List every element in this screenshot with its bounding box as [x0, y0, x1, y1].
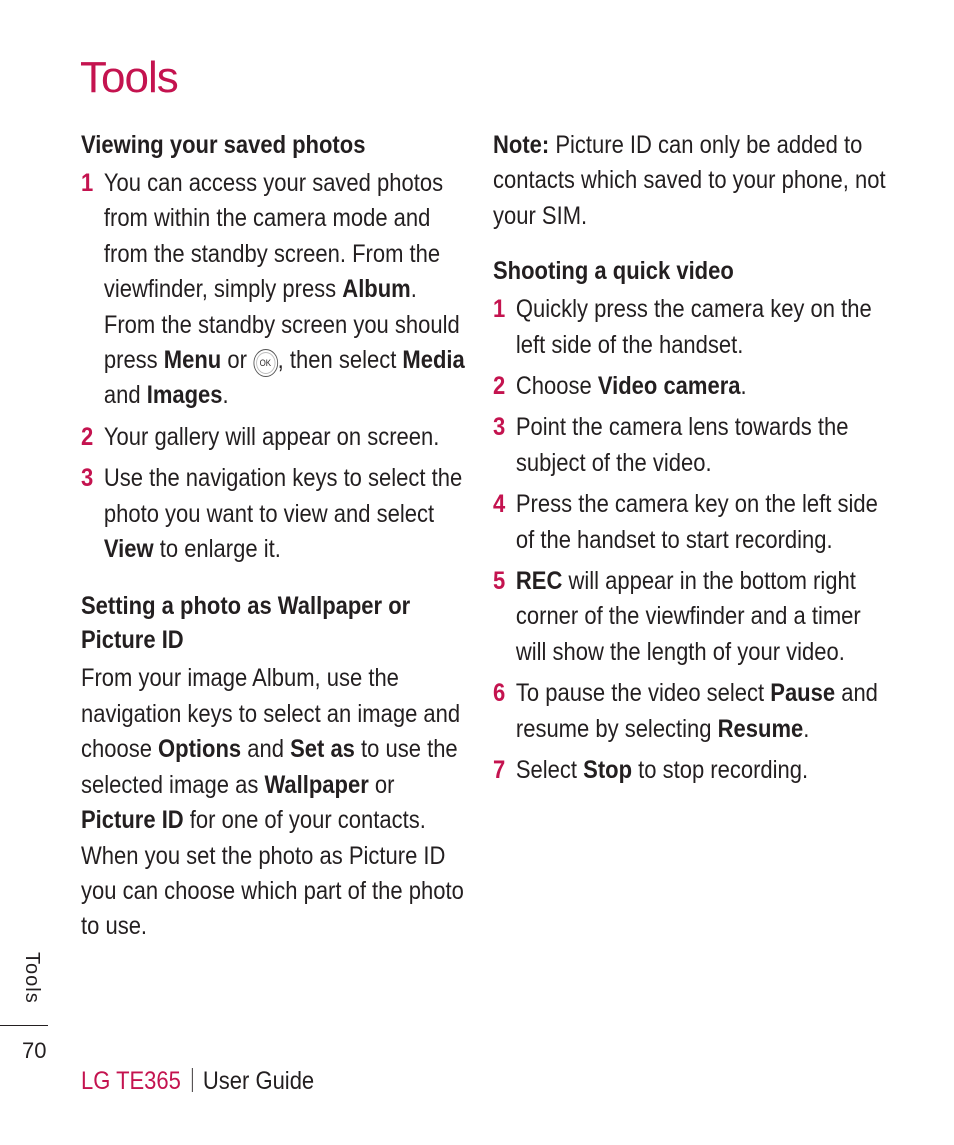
list-item: 5 REC will appear in the bottom right corner of the viewfinder and a timer will show the length of your video.: [493, 564, 894, 670]
step-number: 5: [493, 567, 506, 596]
step-number: 4: [493, 490, 506, 519]
step-number: 6: [493, 679, 506, 708]
right-column: [493, 128, 893, 795]
side-divider: [0, 1025, 48, 1026]
menu-term-set-as: Set as: [290, 735, 355, 764]
section-heading-viewing-photos: Viewing your saved photos: [81, 131, 366, 159]
side-section-label: Tools: [21, 952, 43, 1004]
ok-key-icon: OK: [253, 349, 278, 377]
menu-term-stop: Stop: [583, 756, 633, 785]
step-number: 3: [493, 413, 506, 442]
list-item: 2 Choose Video camera.: [493, 369, 894, 404]
step-number: 2: [81, 422, 94, 451]
footer-separator: [191, 1068, 192, 1092]
menu-term-video-camera: Video camera: [597, 372, 741, 401]
menu-term-images: Images: [146, 381, 223, 410]
menu-term-menu: Menu: [163, 346, 222, 375]
section-heading-wallpaper: Setting a photo as Wallpaper or Picture ID: [81, 592, 411, 655]
note-label: Note:: [493, 131, 550, 159]
menu-term-pause: Pause: [770, 679, 836, 708]
list-item: 2 Your gallery will appear on screen.: [81, 420, 472, 455]
step-number: 7: [493, 756, 506, 785]
menu-term-options: Options: [158, 735, 242, 764]
list-item: 4 Press the camera key on the left side of the handset to start recording.: [493, 487, 894, 558]
section-heading-quick-video: Shooting a quick video: [493, 257, 734, 286]
menu-term-resume: Resume: [717, 714, 804, 743]
step-number: 3: [81, 464, 94, 493]
list-item: 1 You can access your saved photos from within the camera mode and from the standby screen. From the viewfinder, simply press Album. From the standby screen you should press Menu or OK , then select Media and Images.: [81, 166, 472, 414]
step-number: 1: [493, 295, 506, 324]
menu-term-view: View: [103, 535, 154, 564]
footer-guide: User Guide: [202, 1067, 315, 1095]
list-item: 7 Select Stop to stop recording.: [493, 753, 894, 788]
list-item: 6 To pause the video select Pause and resume by selecting Resume.: [493, 676, 894, 747]
page-footer: [81, 1064, 314, 1098]
footer-model: LG TE365: [81, 1067, 181, 1095]
menu-term-picture-id: Picture ID: [81, 806, 184, 835]
menu-term-wallpaper: Wallpaper: [264, 770, 369, 799]
page-title: Tools: [80, 53, 178, 102]
wallpaper-paragraph: From your image Album, use the navigation keys to select an image and choose Options and Set as to use the selected image as Wallpaper or Picture ID for one of your contacts. When you set the photo as Picture ID you can choose which part of the photo to use.: [81, 664, 464, 941]
list-item: 3 Point the camera lens towards the subject of the video.: [493, 410, 894, 481]
quick-video-steps: [493, 292, 894, 788]
note-paragraph: Note: Picture ID can only be added to contacts which saved to your phone, not your SIM.: [493, 131, 886, 230]
menu-term-album: Album: [342, 275, 411, 304]
list-item: 3 Use the navigation keys to select the photo you want to view and select View to enlarge it.: [81, 461, 472, 567]
left-column: [81, 128, 471, 945]
viewing-photos-steps: [81, 166, 472, 567]
menu-term-media: Media: [402, 346, 465, 375]
page-number: 70: [22, 1038, 47, 1063]
list-item: 1 Quickly press the camera key on the left side of the handset.: [493, 292, 894, 363]
menu-term-rec: REC: [515, 567, 563, 596]
step-number: 1: [81, 169, 94, 197]
step-number: 2: [493, 372, 506, 401]
